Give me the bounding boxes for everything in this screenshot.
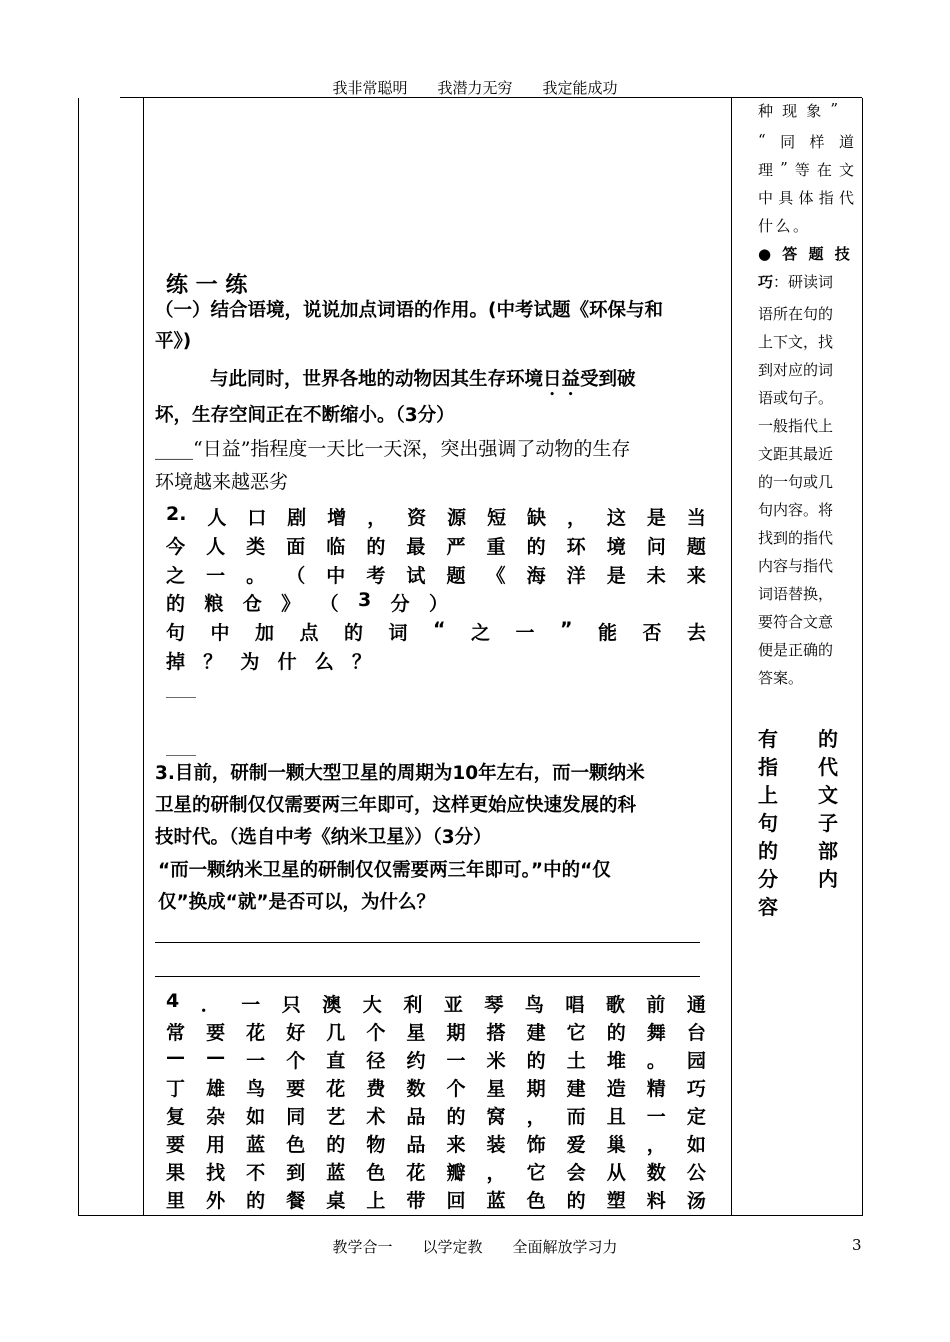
side-vchar: 指 — [758, 755, 778, 779]
q4-char: 它 — [526, 1162, 546, 1184]
q4-char: 装 — [486, 1134, 506, 1156]
q4-char: 如 — [246, 1106, 266, 1128]
q4-char: 星 — [486, 1078, 506, 1100]
side-tip-line: 找到的指代 — [758, 529, 834, 547]
q3-line4: “而一颗纳米卫星的研制仅仅需要两三年即可。”中的“仅 — [158, 860, 611, 881]
q4-char: 它 — [566, 1022, 586, 1044]
side-tip-label: ● 答 题 技 — [758, 245, 850, 263]
side-vchar: 文 — [818, 783, 838, 807]
q4-char: 土 — [566, 1050, 586, 1072]
side-tip-line — [758, 271, 833, 292]
q4-line-1 — [166, 990, 706, 1017]
side-char: 具 — [778, 189, 794, 207]
q4-char: 建 — [526, 1022, 546, 1044]
q2-line-1 — [166, 503, 706, 530]
q2-char: 加 — [255, 622, 275, 644]
side-tip-line: 答案。 — [758, 669, 804, 687]
q2-line-6 — [166, 647, 371, 674]
q4-char: 的 — [566, 1190, 586, 1212]
q4-char: 窝 — [486, 1106, 506, 1128]
q4-char: 不 — [246, 1162, 266, 1184]
q4-char: 径 — [366, 1050, 386, 1072]
q1-answer-line2: 环境越来越恶劣 — [155, 471, 289, 493]
side-char: 么 — [775, 217, 791, 235]
q4-char: 花 — [406, 1162, 426, 1184]
q4-line-4 — [166, 1074, 706, 1101]
q2-char: 当 — [686, 507, 706, 529]
q4-char: 物 — [366, 1134, 386, 1156]
q2-char: 环 — [566, 536, 586, 558]
q4-char: 如 — [686, 1134, 706, 1156]
q4-char: 回 — [446, 1190, 466, 1212]
side-tip-line: 文距其最近 — [758, 445, 834, 463]
q2-char: 。 — [246, 565, 266, 587]
q4-char: 蓝 — [246, 1134, 266, 1156]
q4-char: 通 — [686, 994, 706, 1016]
q4-char: 饰 — [526, 1134, 546, 1156]
q4-char: ， — [646, 1134, 666, 1156]
q2-char: 掉 — [166, 651, 186, 673]
q4-char: 鸟 — [524, 994, 544, 1016]
side-char: 象 — [806, 102, 822, 120]
q4-char: 数 — [646, 1162, 666, 1184]
q4-char: ． — [200, 994, 220, 1016]
q2-char: 粮 — [204, 593, 224, 615]
q4-line-5 — [166, 1102, 706, 1129]
q2-char: 3 — [357, 589, 372, 611]
side-char: 。 — [792, 217, 808, 235]
side-char: 种 — [758, 102, 774, 120]
q2-char: 短 — [487, 507, 507, 529]
side-char: 代 — [838, 189, 854, 207]
side-char: 样 — [809, 133, 825, 151]
table-border-col1 — [143, 98, 144, 1216]
q2-char: 题 — [446, 565, 466, 587]
q4-char: 里 — [166, 1190, 186, 1212]
q4-char: 瓣 — [446, 1162, 466, 1184]
side-vchar: 的 — [818, 727, 838, 751]
q4-char: 直 — [326, 1050, 346, 1072]
q2-char: 重 — [486, 536, 506, 558]
q1-prompt-line2: 平》) — [155, 331, 192, 352]
side-vchar: 上 — [758, 783, 778, 807]
side-line-5 — [758, 215, 808, 236]
q4-char: 色 — [526, 1190, 546, 1212]
q4-char: 唱 — [565, 994, 585, 1016]
q4-char: 蓝 — [486, 1190, 506, 1212]
q4-char: 的 — [526, 1050, 546, 1072]
q2-char: 一 — [206, 565, 226, 587]
q4-char: 色 — [366, 1162, 386, 1184]
q2-char: 的 — [166, 593, 186, 615]
side-line-4 — [758, 187, 854, 208]
q4-char: 要 — [286, 1078, 306, 1100]
q4-char: 期 — [526, 1078, 546, 1100]
q2-char: 的 — [366, 536, 386, 558]
q4-char: 用 — [206, 1134, 226, 1156]
q2-char: 什 — [277, 651, 297, 673]
q4-char: 带 — [406, 1190, 426, 1212]
q4-char: 亚 — [443, 994, 463, 1016]
q4-char: 果 — [166, 1162, 186, 1184]
side-tip-label-end: 巧 — [758, 273, 774, 291]
q4-char: 来 — [446, 1134, 466, 1156]
q4-char: 舞 — [646, 1022, 666, 1044]
q2-char: ） — [428, 593, 448, 615]
page-header: 我非常聪明 我潜力无穷 我定能成功 — [332, 79, 618, 97]
side-vchar: 部 — [818, 839, 838, 863]
q2-char: 中 — [326, 565, 346, 587]
q4-char: 前 — [646, 994, 666, 1016]
q2-char: 为 — [240, 651, 260, 673]
q4-char: 外 — [206, 1190, 226, 1212]
q4-char: 要 — [206, 1022, 226, 1044]
q4-char: ， — [486, 1162, 506, 1184]
side-tip-line: 到对应的词 — [758, 361, 834, 379]
q3-answer-line-1[interactable] — [155, 942, 700, 943]
q4-char: 只 — [281, 994, 301, 1016]
side-char: 指 — [818, 189, 834, 207]
q2-char: 2. — [166, 503, 187, 525]
q4-char: 一 — [446, 1050, 466, 1072]
side-tip-line: 上下文，找 — [758, 333, 834, 351]
side-char: 同 — [780, 133, 796, 151]
q2-char: 题 — [686, 536, 706, 558]
q4-char: 蓝 — [326, 1162, 346, 1184]
q2-char: 严 — [446, 536, 466, 558]
q4-char: 造 — [606, 1078, 626, 1100]
q4-char: 利 — [403, 994, 423, 1016]
q2-char: 面 — [286, 536, 306, 558]
q4-char: 丁 — [166, 1078, 186, 1100]
q2-char: ？ — [203, 651, 223, 673]
q4-char: 。 — [646, 1050, 666, 1072]
q2-line-5 — [166, 618, 706, 645]
q4-char: 找 — [206, 1162, 226, 1184]
q3-line1: 3.目前，研制一颗大型卫星的周期为10年左右，而一颗纳米 — [155, 763, 645, 784]
table-border-left — [78, 98, 79, 1216]
side-tip-body — [758, 300, 858, 692]
q4-char: 品 — [406, 1134, 426, 1156]
q4-char: 要 — [166, 1134, 186, 1156]
q4-line-7 — [166, 1158, 706, 1185]
q4-char: — — [166, 1046, 185, 1068]
page-footer: 教学合一 以学定教 全面解放学习力 — [332, 1238, 618, 1256]
side-vchar: 代 — [818, 755, 838, 779]
q4-char: 花 — [246, 1022, 266, 1044]
q4-char: 巢 — [606, 1134, 626, 1156]
q4-char: 琴 — [484, 994, 504, 1016]
q2-char: ， — [566, 507, 586, 529]
q4-char: 花 — [326, 1078, 346, 1100]
q2-char: 缺 — [527, 507, 547, 529]
q2-line-3 — [166, 561, 706, 588]
q2-char: （ — [319, 593, 339, 615]
q1-answer-blank: ____ — [155, 438, 193, 460]
q2-char: 分 — [390, 593, 410, 615]
q2-char: ， — [367, 507, 387, 529]
q4-char: 同 — [286, 1106, 306, 1128]
side-char: 文 — [838, 161, 854, 179]
side-line-3 — [758, 159, 854, 180]
q4-char: 米 — [486, 1050, 506, 1072]
q4-char: 大 — [362, 994, 382, 1016]
q4-char: 4 — [166, 990, 180, 1012]
q2-char: 这 — [606, 507, 626, 529]
q4-char: 数 — [406, 1078, 426, 1100]
q3-line2: 卫星的研制仅仅需要两三年即可，这样更始应快速发展的科 — [155, 795, 637, 816]
side-vchar: 子 — [818, 811, 838, 835]
side-tip-line: 语或句子。 — [758, 389, 834, 407]
q4-char: 爱 — [566, 1134, 586, 1156]
q2-char: 口 — [247, 507, 267, 529]
q1-answer-text: “日益”指程度一天比一天深，突出强调了动物的生存 — [193, 438, 631, 460]
q2-char: 海 — [526, 565, 546, 587]
q2-char: 源 — [447, 507, 467, 529]
side-tip-line: 一般指代上 — [758, 417, 834, 435]
q2-char: 中 — [210, 622, 230, 644]
q4-char: 搭 — [486, 1022, 506, 1044]
q4-char: 艺 — [326, 1106, 346, 1128]
side-tip-line: 内容与指代 — [758, 557, 834, 575]
q4-char: 术 — [366, 1106, 386, 1128]
side-char: 等 — [794, 161, 810, 179]
q2-char: 来 — [686, 565, 706, 587]
q2-char: 词 — [388, 622, 408, 644]
side-tip-line: 便是正确的 — [758, 641, 834, 659]
side-line-2 — [758, 131, 854, 152]
q2-char: 否 — [642, 622, 662, 644]
side-tip-line: 要符合文意 — [758, 613, 834, 631]
q2-char: 能 — [597, 622, 617, 644]
q3-top-blank: ____ — [166, 738, 196, 756]
side-tip-line: 词语替换， — [758, 585, 834, 603]
q4-char: 期 — [446, 1022, 466, 1044]
q4-char: 费 — [366, 1078, 386, 1100]
q1-passage-pre: 与此同时，世界各地的动物因其生存环境 — [210, 369, 544, 390]
q2-char: 未 — [646, 565, 666, 587]
q2-char: 资 — [407, 507, 427, 529]
q4-char: 定 — [686, 1106, 706, 1128]
q4-char: 料 — [646, 1190, 666, 1212]
q4-char: 桌 — [326, 1190, 346, 1212]
q2-char: 试 — [406, 565, 426, 587]
q4-char: 一 — [646, 1106, 666, 1128]
q4-char: 公 — [686, 1162, 706, 1184]
page-number: 3 — [852, 1236, 862, 1254]
side-char: 道 — [838, 133, 854, 151]
side-char: 理 — [758, 161, 774, 179]
q4-char: 雄 — [206, 1078, 226, 1100]
q1-prompt-line1: （一）结合语境，说说加点词语的作用。(中考试题《环保与和 — [155, 300, 663, 321]
side-vchar: 的 — [758, 839, 778, 863]
q1-emphasized-word: 日益 — [543, 369, 581, 390]
section-title: 练 一 练 — [166, 273, 248, 298]
side-tip-line: 语所在句的 — [758, 305, 834, 323]
q4-line-8 — [166, 1186, 706, 1213]
q2-char: 是 — [606, 565, 626, 587]
q1-passage-line2: 坏，生存空间正在不断缩小。（3分） — [155, 405, 455, 426]
q2-char: ？ — [351, 651, 371, 673]
q2-answer-blank: ____ — [166, 680, 196, 698]
q4-char: 个 — [446, 1078, 466, 1100]
q3-answer-line-2[interactable] — [155, 976, 700, 977]
table-border-col2 — [731, 98, 732, 1216]
q4-char: 而 — [566, 1106, 586, 1128]
q4-char: 澳 — [322, 994, 342, 1016]
q4-char: 台 — [686, 1022, 706, 1044]
side-tip-line: 句内容。将 — [758, 501, 834, 519]
q2-char: 之 — [166, 565, 186, 587]
q4-char: 杂 — [206, 1106, 226, 1128]
q2-char: 点 — [299, 622, 319, 644]
q2-char: （ — [286, 565, 306, 587]
q2-char: 考 — [366, 565, 386, 587]
q4-char: 塑 — [606, 1190, 626, 1212]
q4-char: 的 — [446, 1106, 466, 1128]
side-vertical-right — [818, 725, 838, 893]
q2-char: 句 — [166, 622, 186, 644]
side-vchar: 容 — [758, 895, 778, 919]
q2-char: 》 — [281, 593, 301, 615]
q2-char: 人 — [206, 536, 226, 558]
q2-char: 《 — [486, 565, 506, 587]
table-border-bottom — [78, 1215, 863, 1216]
q4-char: 好 — [286, 1022, 306, 1044]
q1-answer-line1 — [155, 434, 630, 461]
side-line-1 — [758, 100, 838, 121]
q2-line-4 — [166, 589, 448, 616]
q4-char: 会 — [566, 1162, 586, 1184]
q4-char: 的 — [246, 1190, 266, 1212]
q4-char: 上 — [366, 1190, 386, 1212]
q4-char: 且 — [606, 1106, 626, 1128]
q4-char: 一 — [246, 1050, 266, 1072]
q4-char: 堆 — [606, 1050, 626, 1072]
side-vertical-left — [758, 725, 778, 921]
side-char: ” — [780, 159, 788, 177]
q2-char: 类 — [246, 536, 266, 558]
q2-char: 增 — [327, 507, 347, 529]
side-char: 体 — [798, 189, 814, 207]
side-char: 中 — [758, 189, 774, 207]
q4-char: 精 — [646, 1078, 666, 1100]
q2-char: 剧 — [287, 507, 307, 529]
q2-char: 的 — [344, 622, 364, 644]
q4-char: 歌 — [605, 994, 625, 1016]
q4-char: 个 — [286, 1050, 306, 1072]
q4-char: 约 — [406, 1050, 426, 1072]
side-char: 什 — [758, 217, 774, 235]
q4-char: 的 — [606, 1022, 626, 1044]
q2-char: 最 — [406, 536, 426, 558]
header-rule — [120, 97, 862, 98]
q3-line5: 仅”换成“就”是否可以，为什么？ — [158, 892, 435, 913]
q4-char: 个 — [366, 1022, 386, 1044]
q2-char: 问 — [646, 536, 666, 558]
q2-char: 一 — [515, 622, 535, 644]
q2-char: 临 — [326, 536, 346, 558]
q4-char: 鸟 — [246, 1078, 266, 1100]
q2-char: ” — [559, 618, 573, 640]
side-char: “ — [758, 131, 766, 149]
q2-char: 人 — [207, 507, 227, 529]
q2-char: 去 — [686, 622, 706, 644]
q2-char: 洋 — [566, 565, 586, 587]
q4-char: 建 — [566, 1078, 586, 1100]
q4-char: 巧 — [686, 1078, 706, 1100]
q4-char: ， — [526, 1106, 546, 1128]
side-vchar: 内 — [818, 867, 838, 891]
q4-char: 一 — [241, 994, 261, 1016]
q4-line-2 — [166, 1018, 706, 1045]
q1-passage-line1 — [210, 365, 636, 400]
q2-char: “ — [433, 618, 446, 640]
q4-line-3 — [166, 1046, 706, 1073]
side-vchar: 句 — [758, 811, 778, 835]
side-char: 在 — [816, 161, 832, 179]
table-border-right — [862, 98, 863, 1216]
q3-line3: 技时代。（选自中考《纳米卫星》）（3分） — [155, 827, 492, 848]
q2-char: 么 — [314, 651, 334, 673]
q4-char: 园 — [686, 1050, 706, 1072]
q4-line-6 — [166, 1130, 706, 1157]
q4-char: 品 — [406, 1106, 426, 1128]
q4-char: 汤 — [686, 1190, 706, 1212]
q4-char: 的 — [326, 1134, 346, 1156]
side-vchar: 分 — [758, 867, 778, 891]
side-tip-start: ：研读词 — [773, 273, 834, 291]
side-char: ” — [830, 100, 838, 118]
q1-passage-post: 受到破 — [580, 369, 636, 390]
side-vchar: 有 — [758, 727, 778, 751]
q4-char: 到 — [286, 1162, 306, 1184]
q4-char: 从 — [606, 1162, 626, 1184]
side-tip-line: 的一句或几 — [758, 473, 834, 491]
side-char: 现 — [782, 102, 798, 120]
q4-char: — — [206, 1046, 226, 1068]
q4-char: 餐 — [286, 1190, 306, 1212]
q2-char: 境 — [606, 536, 626, 558]
q2-char: 仓 — [242, 593, 262, 615]
q2-char: 今 — [166, 536, 186, 558]
q4-char: 色 — [286, 1134, 306, 1156]
q2-char: 的 — [526, 536, 546, 558]
q4-char: 复 — [166, 1106, 186, 1128]
q4-char: 常 — [166, 1022, 186, 1044]
q4-char: 星 — [406, 1022, 426, 1044]
q2-char: 是 — [646, 507, 666, 529]
q4-char: 几 — [326, 1022, 346, 1044]
q2-line-2 — [166, 532, 706, 559]
q2-char: 之 — [470, 622, 490, 644]
